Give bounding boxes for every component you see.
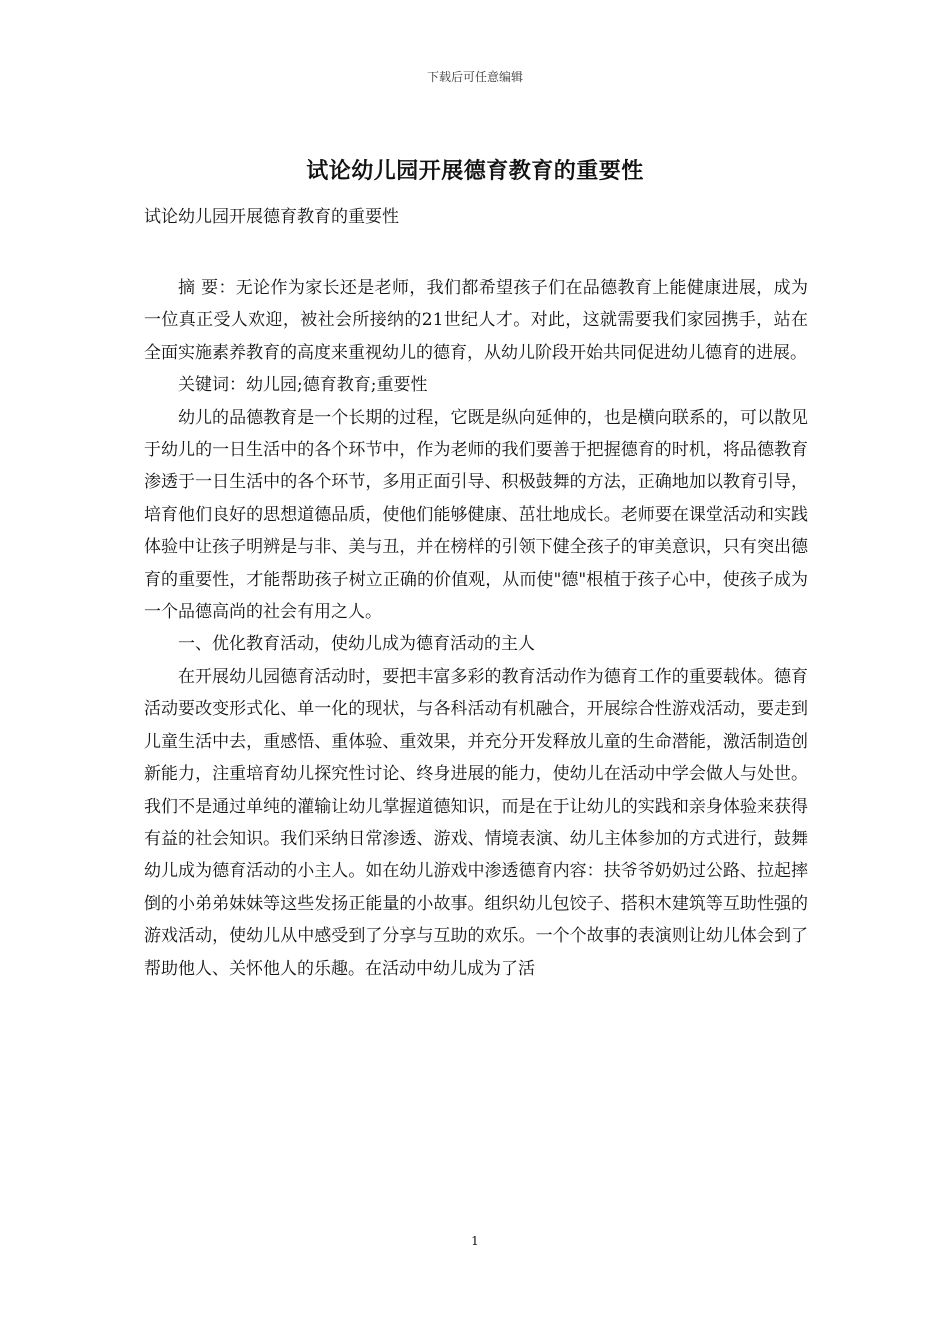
body-paragraph: 在开展幼儿园德育活动时，要把丰富多彩的教育活动作为德育工作的重要载体。德育活动要改变形式化、单一化的现状，与各科活动有机融合，开展综合性游戏活动，要走到儿童生活中去，重感悟、重体验、重效果，并充分开发释放儿童的生命潜能，激活制造创新能力，注重培育幼儿探究性讨论、终身进展的能力，使幼儿在活动中学会做人与处世。我们不是通过单纯的灌输让幼儿掌握道德知识，而是在于让幼儿的实践和亲身体验来获得有益的社会知识。我们采纳日常渗透、游戏、情境表演、幼儿主体参加的方式进行，鼓舞幼儿成为德育活动的小主人。如在幼儿游戏中渗透德育内容：扶爷爷奶奶过公路、拉起摔倒的小弟弟妹妹等这些发扬正能量的小故事。组织幼儿包饺子、搭积木建筑等互助性强的游戏活动，使幼儿从中感受到了分享与互助的欢乐。一个个故事的表演则让幼儿体会到了帮助他人、关怀他人的乐趣。在活动中幼儿成为了活: [144, 666, 808, 979]
keywords-paragraph: 关键词：幼儿园;德育教育;重要性: [178, 375, 428, 396]
body-paragraph: 幼儿的品德教育是一个长期的过程，它既是纵向延伸的，也是横向联系的，可以散见于幼儿的一日生活中的各个环节中，作为老师的我们要善于把握德育的时机，将品德教育渗透于一日生活中的各个环节，多用正面引导、积极鼓舞的方法，正确地加以教育引导，培育他们良好的思想道德品质，使他们能够健康、茁壮地成长。老师要在课堂活动和实践体验中让孩子明辨是与非、美与丑，并在榜样的引领下健全孩子的审美意识，只有突出德育的重要性，才能帮助孩子树立正确的价值观，从而使"德"根植于孩子心中，使孩子成为一个品德高尚的社会有用之人。: [144, 407, 808, 623]
section-heading: 一、优化教育活动，使幼儿成为德育活动的主人: [178, 634, 535, 655]
header-note: 下载后可任意编辑: [426, 70, 523, 84]
page-number: 1: [471, 1234, 479, 1248]
abstract-paragraph: 摘 要：无论作为家长还是老师，我们都希望孩子们在品德教育上能健康进展，成为一位真正受人欢迎，被社会所接纳的21世纪人才。对此，这就需要我们家园携手，站在全面实施素养教育的高度来重视幼儿的德育，从幼儿阶段开始共同促进幼儿德育的进展。: [144, 278, 808, 363]
document-body: [144, 272, 808, 985]
document-subtitle: 试论幼儿园开展德育教育的重要性: [144, 207, 399, 227]
document-title: 试论幼儿园开展德育教育的重要性: [306, 159, 644, 184]
